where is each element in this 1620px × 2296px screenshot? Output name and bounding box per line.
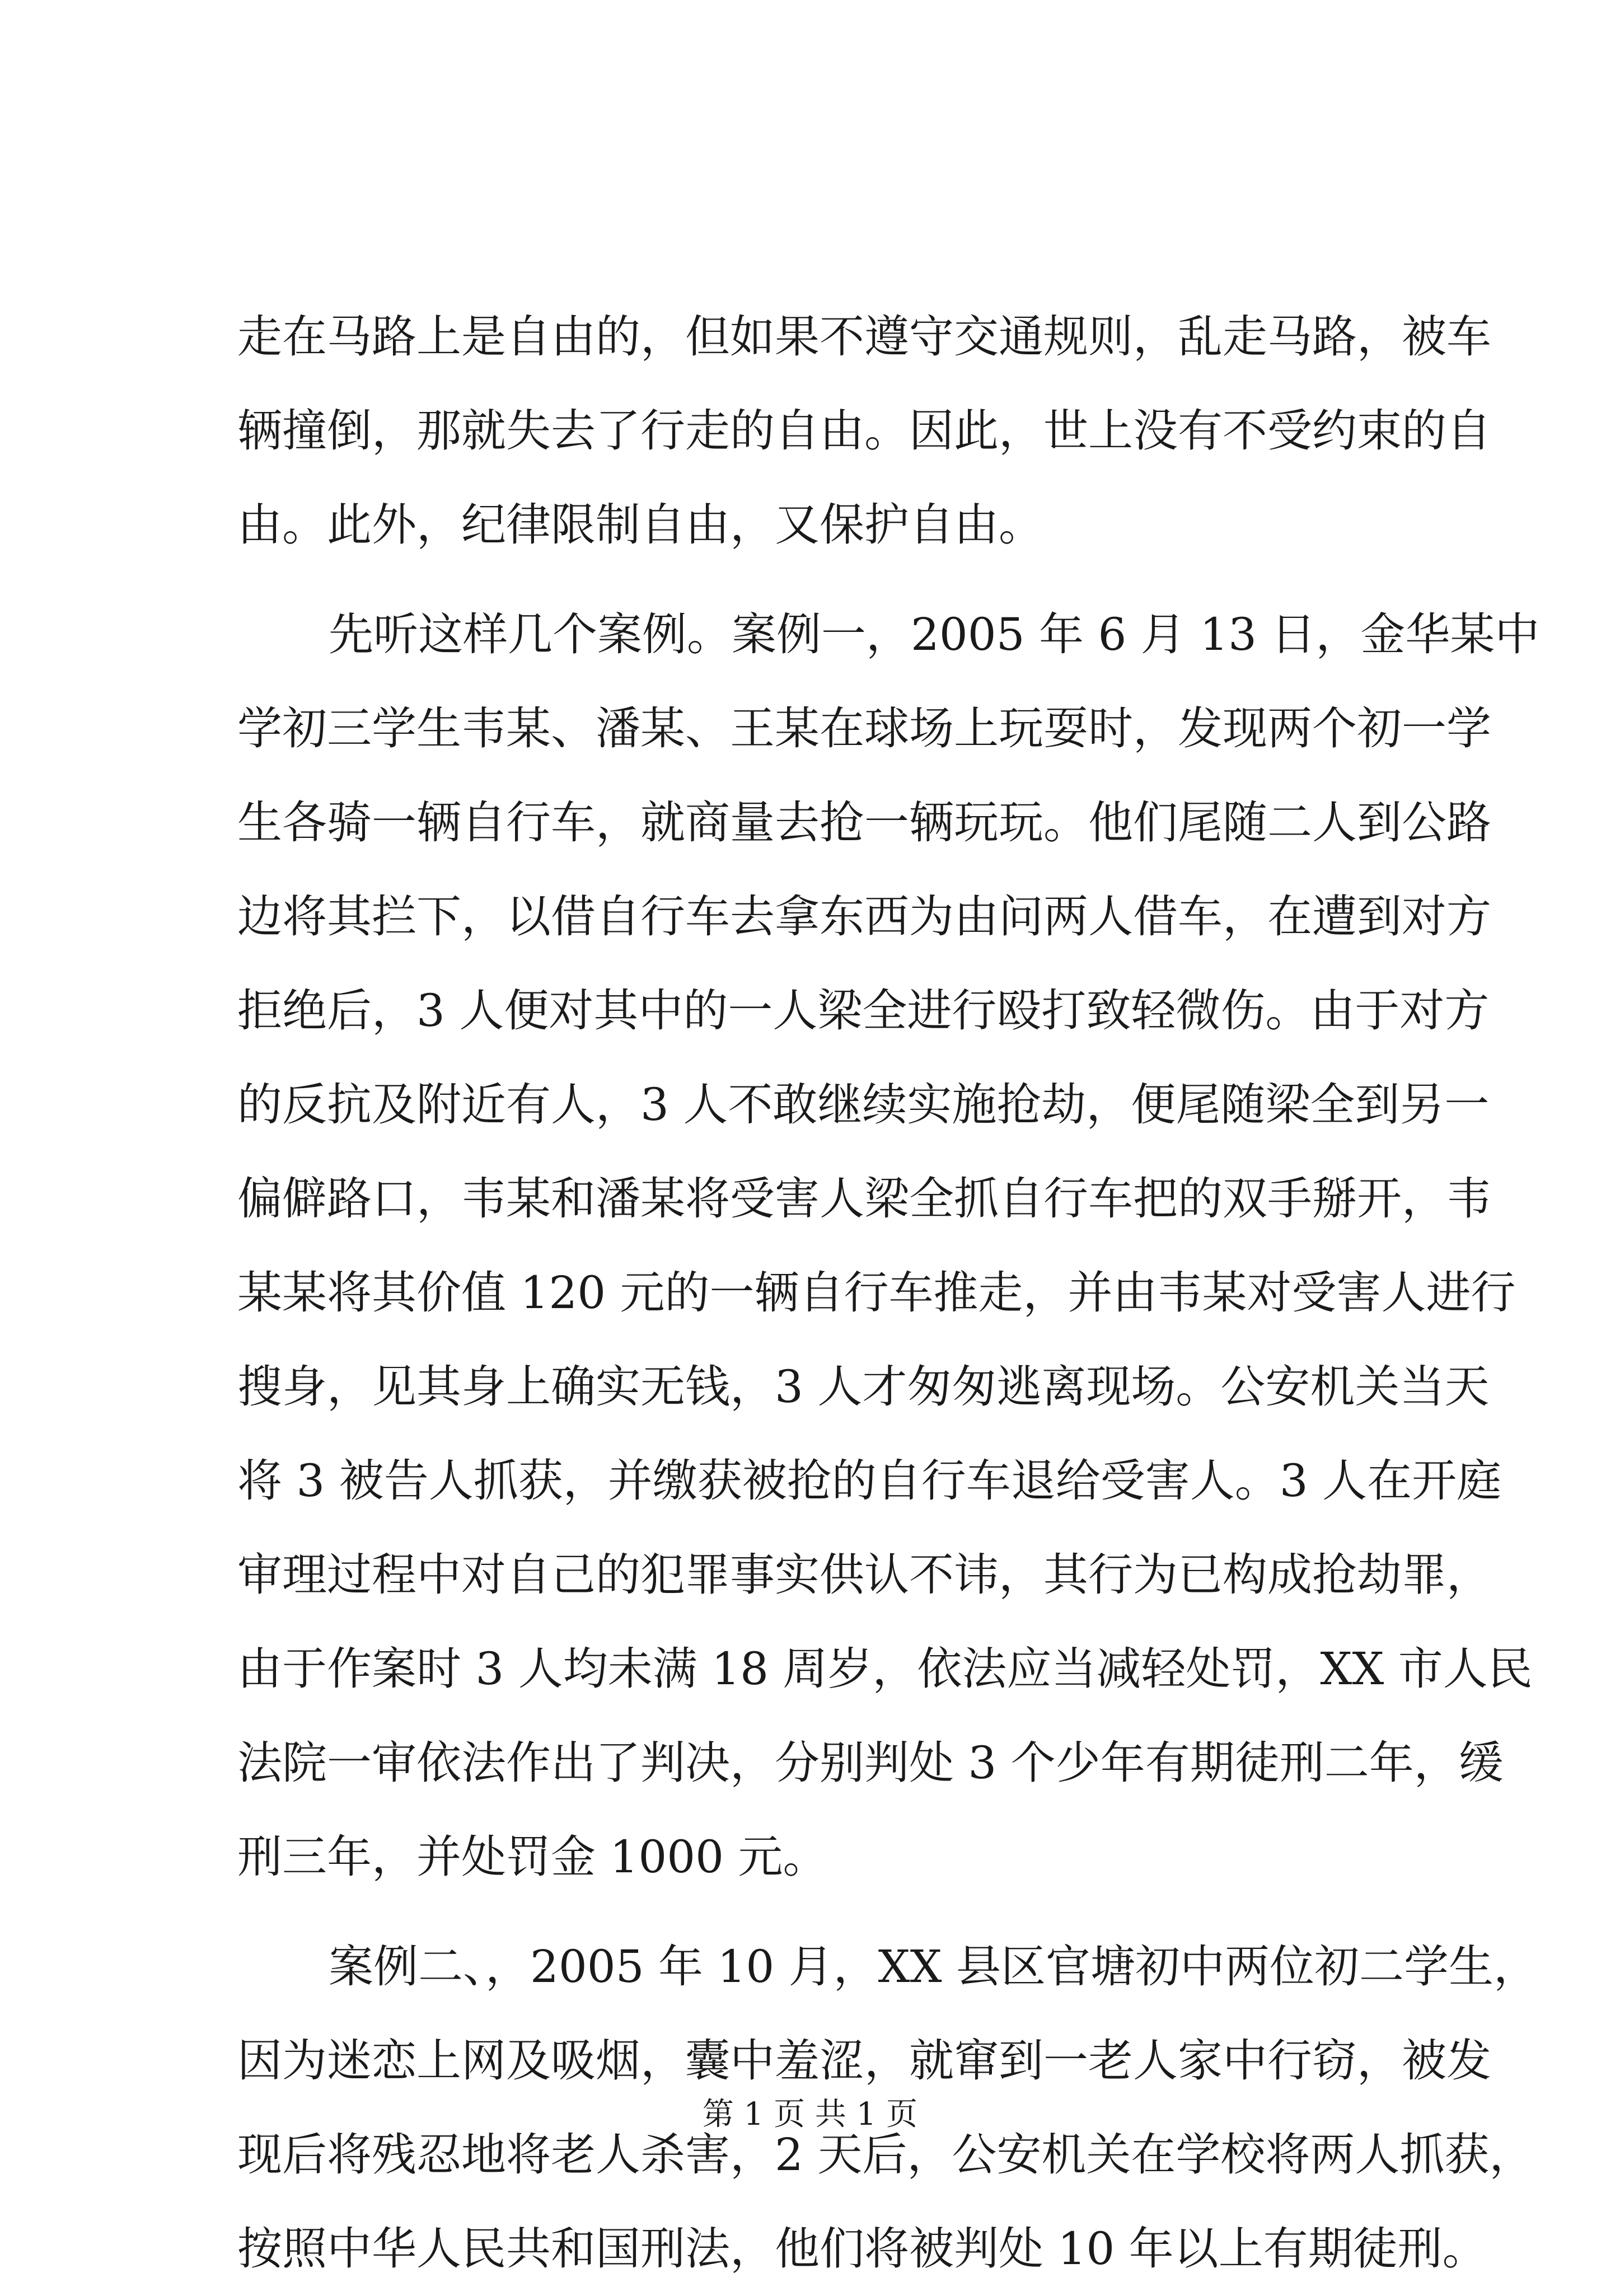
page-number: 第 1 页 共 1 页 [702, 2096, 918, 2133]
text-line: 先听这样几个案例。案例一，2005 年 6 月 13 日，金华某中 [329, 608, 1540, 660]
text-line: 边将其拦下，以借自行车去拿东西为由问两人借车，在遭到对方 [237, 891, 1491, 943]
paragraph [237, 588, 1540, 1904]
text-line: 因为迷恋上网及吸烟，囊中羞涩，就窜到一老人家中行窃，被发 [237, 2035, 1491, 2087]
text-line: 由。此外，纪律限制自由，又保护自由。 [237, 499, 1043, 551]
document-body [237, 290, 1540, 2296]
text-line: 某某将其价值 120 元的一辆自行车推走，并由韦某对受害人进行 [237, 1267, 1516, 1319]
text-line: 案例二、，2005 年 10 月，XX 县区官塘初中两位初二学生， [329, 1941, 1539, 1993]
text-line: 法院一审依法作出了判决，分别判处 3 个少年有期徒刑二年，缓 [237, 1737, 1504, 1789]
text-line: 走在马路上是自由的，但如果不遵守交通规则，乱走马路，被车 [237, 311, 1491, 363]
paragraph [237, 290, 1491, 572]
text-line: 刑三年，并处罚金 1000 元。 [237, 1831, 828, 1883]
text-line: 的反抗及附近有人，3 人不敢继续实施抢劫，便尾随梁全到另一 [237, 1079, 1490, 1131]
text-line: 学初三学生韦某、潘某、王某在球场上玩耍时，发现两个初一学 [237, 702, 1491, 755]
text-line: 由于作案时 3 人均未满 18 周岁，依法应当减轻处罚，XX 市人民 [237, 1643, 1533, 1695]
text-line: 按照中华人民共和国刑法，他们将被判处 10 年以上有期徒刑。 [237, 2223, 1487, 2275]
text-line: 搜身，见其身上确实无钱，3 人才匆匆逃离现场。公安机关当天 [237, 1361, 1490, 1413]
text-line: 拒绝后，3 人便对其中的一人梁全进行殴打致轻微伤。由于对方 [237, 985, 1490, 1037]
text-line: 偏僻路口，韦某和潘某将受害人梁全抓自行车把的双手掰开，韦 [237, 1173, 1491, 1225]
text-line: 辆撞倒，那就失去了行走的自由。因此，世上没有不受约束的自 [237, 405, 1491, 457]
text-line: 生各骑一辆自行车，就商量去抢一辆玩玩。他们尾随二人到公路 [237, 796, 1491, 849]
text-line: 审理过程中对自己的犯罪事实供认不讳，其行为已构成抢劫罪， [237, 1549, 1491, 1601]
text-line: 现后将残忍地将老人杀害，2 天后，公安机关在学校将两人抓获， [237, 2129, 1534, 2181]
text-line: 将 3 被告人抓获，并缴获被抢的自行车退给受害人。3 人在开庭 [237, 1455, 1502, 1507]
